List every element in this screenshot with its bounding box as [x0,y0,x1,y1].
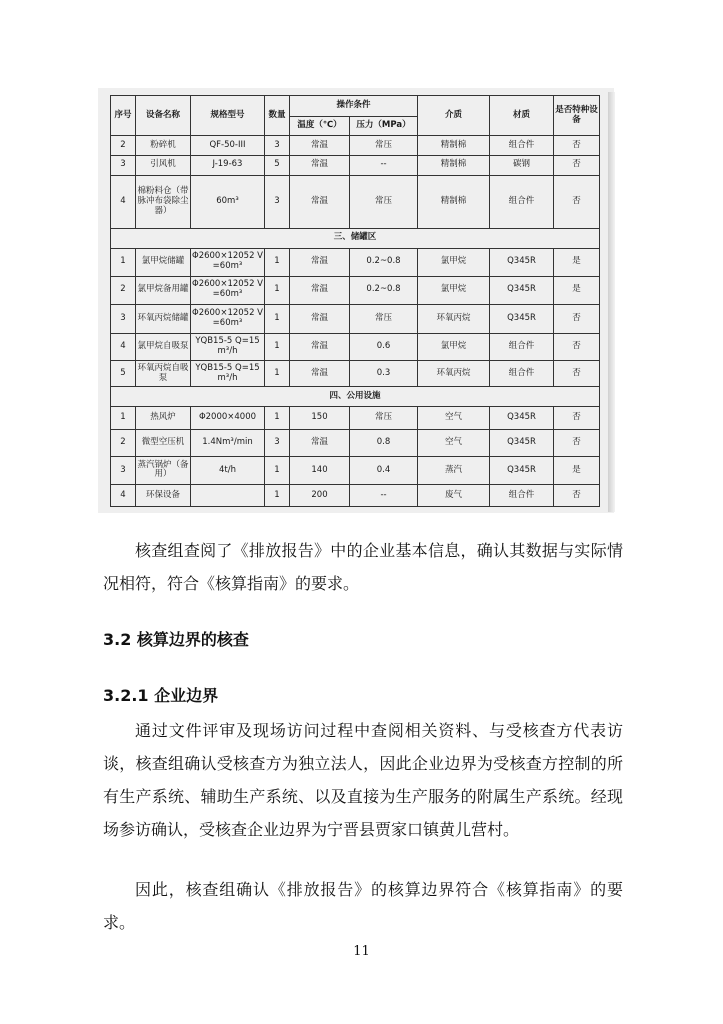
cell-special: 是 [554,248,600,276]
table-row [111,406,600,429]
cell-no: 2 [111,136,136,156]
cell-spec: J-19-63 [191,155,265,175]
cell-no: 1 [111,406,136,429]
cell-medium: 环氧丙烷 [418,304,490,333]
cell-qty: 1 [265,456,290,484]
header-conditions: 操作条件 [290,96,418,117]
cell-material: Q345R [490,276,554,304]
cell-medium: 环氧丙烷 [418,361,490,387]
cell-special: 否 [554,406,600,429]
cell-qty: 3 [265,429,290,456]
subsection-heading-3-2-1: 3.2.1 企业边界 [103,686,219,705]
cell-special: 否 [554,333,600,360]
cell-temp: 常温 [290,248,350,276]
cell-pressure: 0.8 [350,429,418,456]
cell-medium: 氯甲烷 [418,333,490,360]
cell-special: 是 [554,276,600,304]
cell-spec: 60m³ [191,175,265,228]
table-row [111,361,600,387]
cell-material: 碳钢 [490,155,554,175]
cell-pressure: 0.2~0.8 [350,276,418,304]
cell-medium: 氯甲烷 [418,248,490,276]
cell-temp: 常温 [290,429,350,456]
cell-temp: 常温 [290,276,350,304]
cell-pressure: -- [350,485,418,507]
table-row [111,175,600,228]
cell-special: 否 [554,155,600,175]
table-row [111,136,600,156]
cell-spec: Φ2600×12052 V=60m³ [191,248,265,276]
cell-pressure: 常压 [350,136,418,156]
cell-material: 组合件 [490,175,554,228]
section-row [111,228,600,248]
cell-special: 是 [554,456,600,484]
cell-temp: 200 [290,485,350,507]
cell-medium: 空气 [418,406,490,429]
page-number: 11 [353,944,370,959]
cell-temp: 常温 [290,136,350,156]
section-title: 四、公用设施 [111,387,600,407]
cell-temp: 140 [290,456,350,484]
cell-qty: 1 [265,485,290,507]
header-medium: 介质 [418,96,490,136]
cell-medium: 空气 [418,429,490,456]
cell-medium: 蒸汽 [418,456,490,484]
section-row [111,387,600,407]
cell-pressure: 0.4 [350,456,418,484]
cell-special: 否 [554,485,600,507]
section-heading-3-2: 3.2 核算边界的核查 [103,630,249,649]
cell-spec: Φ2600×12052 V=60m³ [191,304,265,333]
cell-special: 否 [554,304,600,333]
cell-spec: Φ2000×4000 [191,406,265,429]
header-pressure: 压力（MPa） [350,117,418,136]
cell-material: 组合件 [490,361,554,387]
cell-no: 3 [111,304,136,333]
cell-pressure: 常压 [350,406,418,429]
cell-no: 4 [111,333,136,360]
cell-material: 组合件 [490,136,554,156]
cell-pressure: -- [350,155,418,175]
cell-qty: 3 [265,175,290,228]
table-row [111,485,600,507]
cell-special: 否 [554,175,600,228]
header-no: 序号 [111,96,136,136]
cell-name: 热风炉 [136,406,191,429]
cell-name: 粉碎机 [136,136,191,156]
cell-material: Q345R [490,248,554,276]
header-spec: 规格型号 [191,96,265,136]
cell-no: 2 [111,429,136,456]
cell-name: 氯甲烷储罐 [136,248,191,276]
cell-medium: 精制棉 [418,175,490,228]
table-row [111,333,600,360]
cell-no: 3 [111,155,136,175]
cell-pressure: 0.2~0.8 [350,248,418,276]
cell-medium: 氯甲烷 [418,276,490,304]
section-title: 三、储罐区 [111,228,600,248]
header-special: 是否特种设备 [554,96,600,136]
photo-edge-shadow [608,92,615,512]
cell-temp: 150 [290,406,350,429]
cell-no: 4 [111,175,136,228]
table-row [111,429,600,456]
cell-medium: 精制棉 [418,155,490,175]
cell-spec: QF-50-III [191,136,265,156]
cell-qty: 1 [265,406,290,429]
cell-no: 3 [111,456,136,484]
cell-spec: 1.4Nm³/min [191,429,265,456]
header-material: 材质 [490,96,554,136]
cell-name: 氯甲烷自吸泵 [136,333,191,360]
cell-name: 环氧丙烷自吸泵 [136,361,191,387]
cell-material: Q345R [490,304,554,333]
cell-qty: 3 [265,136,290,156]
cell-temp: 常温 [290,361,350,387]
paragraph-conclusion: 因此，核查组确认《排放报告》的核算边界符合《核算指南》的要求。 [103,880,623,932]
cell-material: Q345R [490,456,554,484]
cell-pressure: 0.6 [350,333,418,360]
cell-medium: 废气 [418,485,490,507]
cell-temp: 常温 [290,333,350,360]
table-row [111,248,600,276]
cell-name: 氯甲烷备用罐 [136,276,191,304]
cell-pressure: 0.3 [350,361,418,387]
cell-name: 环氧丙烷储罐 [136,304,191,333]
cell-qty: 1 [265,248,290,276]
header-temp: 温度（℃） [290,117,350,136]
cell-no: 5 [111,361,136,387]
cell-special: 否 [554,361,600,387]
cell-material: Q345R [490,429,554,456]
cell-spec: YQB15-5 Q=15m³/h [191,333,265,360]
cell-temp: 常温 [290,155,350,175]
cell-pressure: 常压 [350,304,418,333]
cell-qty: 1 [265,276,290,304]
cell-pressure: 常压 [350,175,418,228]
cell-qty: 5 [265,155,290,175]
cell-no: 4 [111,485,136,507]
table-row [111,155,600,175]
cell-material: Q345R [490,406,554,429]
cell-qty: 1 [265,361,290,387]
cell-name: 棉粉料仓（带脉冲布袋除尘器） [136,175,191,228]
table-row [111,276,600,304]
cell-qty: 1 [265,333,290,360]
equipment-table [110,95,600,507]
table-row [111,304,600,333]
table-row [111,456,600,484]
paragraph-basic-info: 核查组查阅了《排放报告》中的企业基本信息，确认其数据与实际情况相符，符合《核算指南》的要求。 [103,541,623,593]
cell-spec [191,485,265,507]
cell-no: 2 [111,276,136,304]
cell-special: 否 [554,429,600,456]
header-name: 设备名称 [136,96,191,136]
header-qty: 数量 [265,96,290,136]
cell-material: 组合件 [490,333,554,360]
cell-medium: 精制棉 [418,136,490,156]
cell-name: 环保设备 [136,485,191,507]
paragraph-enterprise-boundary: 通过文件评审及现场访问过程中查阅相关资料、与受核查方代表访谈，核查组确认受核查方为独立法人，因此企业边界为受核查方控制的所有生产系统、辅助生产系统、以及直接为生产服务的附属生产系统。经现场参访确认，受核查企业边界为宁晋县贾家口镇黄儿营村。 [103,721,623,839]
cell-spec: Φ2600×12052 V=60m³ [191,276,265,304]
cell-material: 组合件 [490,485,554,507]
cell-name: 蒸汽锅炉（备用） [136,456,191,484]
cell-qty: 1 [265,304,290,333]
cell-name: 微型空压机 [136,429,191,456]
cell-temp: 常温 [290,304,350,333]
cell-temp: 常温 [290,175,350,228]
cell-spec: 4t/h [191,456,265,484]
cell-no: 1 [111,248,136,276]
cell-name: 引风机 [136,155,191,175]
cell-spec: YQB15-5 Q=15m³/h [191,361,265,387]
cell-special: 否 [554,136,600,156]
